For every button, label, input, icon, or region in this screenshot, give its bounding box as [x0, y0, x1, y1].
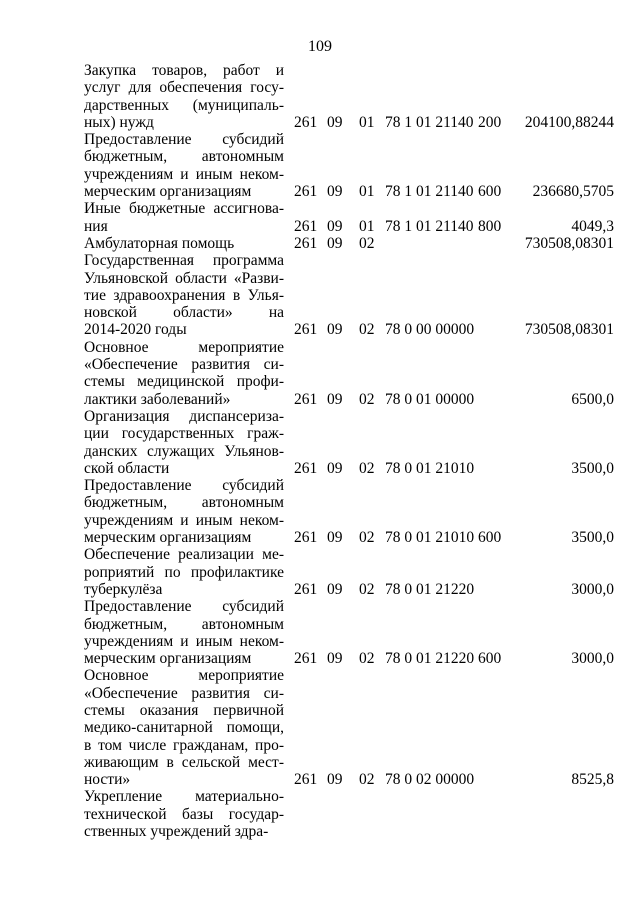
description-line: ственных учреждений здра- [84, 823, 269, 841]
description-line: учреждениям и иным неком- [84, 511, 284, 529]
description-line: данских служащих Ульянов- [84, 442, 284, 460]
description-line: «Обеспечение развития си- [84, 356, 284, 374]
description-line: Укрепление материально- [84, 788, 284, 806]
target-article-code: 78 0 02 00000 [385, 771, 475, 789]
description-line: учреждениям и иным неком- [84, 632, 284, 650]
table-row [0, 235, 640, 252]
description-line: Основное мероприятие [84, 667, 284, 685]
ministry-code: 261 [294, 459, 318, 477]
subsection-code: 01 [359, 113, 375, 131]
description-line: Основное мероприятие [84, 338, 284, 356]
section-code: 09 [327, 459, 343, 477]
ministry-code: 261 [294, 234, 318, 252]
description-line: медико-санитарной помощи, [84, 719, 284, 737]
description-line: мерческим организациям [84, 529, 252, 547]
section-code: 09 [327, 771, 343, 789]
expense-kind-code: 600 [478, 529, 502, 547]
description-line: бюджетным, автономным [84, 494, 284, 512]
ministry-code: 261 [294, 321, 318, 339]
expense-kind-code: 600 [478, 650, 502, 668]
subsection-code: 01 [359, 183, 375, 201]
ministry-code: 261 [294, 390, 318, 408]
description-line: Предоставление субсидий [84, 131, 284, 149]
target-article-code: 78 1 01 21140 [385, 217, 474, 235]
description-line: «Обеспечение развития си- [84, 684, 284, 702]
section-code: 09 [327, 113, 343, 131]
description-line: дарственных (муниципаль- [84, 96, 284, 114]
table-row [0, 667, 640, 788]
description-line: роприятий по профилактике [84, 563, 284, 581]
description-line: бюджетным, автономным [84, 615, 284, 633]
section-code: 09 [327, 183, 343, 201]
table-row [0, 339, 640, 408]
table-row [0, 408, 640, 477]
amount: 3500,0 [571, 529, 614, 547]
subsection-code: 02 [359, 234, 375, 252]
description-line: Иные бюджетные ассигнова- [84, 200, 284, 218]
page-number: 109 [308, 38, 332, 55]
subsection-code: 02 [359, 459, 375, 477]
amount: 6500,0 [571, 390, 614, 408]
section-code: 09 [327, 217, 343, 235]
table-row [0, 546, 640, 598]
description-line: услуг для обеспечения госу- [84, 79, 284, 97]
table-row [0, 598, 640, 667]
table-row [0, 131, 640, 200]
ministry-code: 261 [294, 650, 318, 668]
ministry-code: 261 [294, 771, 318, 789]
row-description [84, 788, 284, 840]
amount: 730508,08301 [524, 321, 614, 339]
ministry-code: 261 [294, 217, 318, 235]
ministry-code: 261 [294, 580, 318, 598]
description-line: Ульяновской области «Разви- [84, 269, 284, 287]
ministry-code: 261 [294, 183, 318, 201]
description-line: мерческим организациям [84, 650, 252, 668]
description-line: живающим в сельской мест- [84, 753, 284, 771]
target-article-code: 78 0 00 00000 [385, 321, 475, 339]
target-article-code: 78 0 01 21220 [385, 580, 475, 598]
target-article-code: 78 0 01 21220 [385, 650, 475, 668]
target-article-code: 78 1 01 21140 [385, 183, 474, 201]
description-line: стемы оказания первичной [84, 701, 284, 719]
expense-kind-code: 600 [478, 183, 502, 201]
target-article-code: 78 0 01 00000 [385, 390, 475, 408]
description-line: ции государственных граж- [84, 425, 284, 443]
description-line: Организация диспансеризa- [84, 407, 284, 425]
amount: 8525,8 [571, 771, 614, 789]
subsection-code: 02 [359, 771, 375, 789]
ministry-code: 261 [294, 529, 318, 547]
table-row [0, 788, 640, 840]
description-line: 2014-2020 годы [84, 321, 187, 339]
amount: 3000,0 [571, 650, 614, 668]
section-code: 09 [327, 650, 343, 668]
expense-kind-code: 800 [478, 217, 502, 235]
section-code: 09 [327, 390, 343, 408]
subsection-code: 01 [359, 217, 375, 235]
description-line: тие здравоохранения в Улья- [84, 286, 284, 304]
description-line: учреждениям и иным неком- [84, 165, 284, 183]
description-line: ния [84, 217, 108, 235]
table-row [0, 62, 640, 131]
description-line: в том числе гражданам, про- [84, 736, 284, 754]
target-article-code: 78 0 01 21010 [385, 459, 475, 477]
description-line: Предоставление субсидий [84, 598, 284, 616]
expense-kind-code: 200 [478, 113, 502, 131]
section-code: 09 [327, 580, 343, 598]
description-line: ности» [84, 771, 131, 789]
description-line: стемы медицинской профи- [84, 373, 284, 391]
description-line: Амбулаторная помощь [84, 234, 235, 252]
description-line: бюджетным, автономным [84, 148, 284, 166]
table-row [0, 252, 640, 338]
section-code: 09 [327, 321, 343, 339]
amount: 204100,88244 [524, 113, 614, 131]
description-line: ской области [84, 459, 170, 477]
ministry-code: 261 [294, 113, 318, 131]
table-row [0, 200, 640, 235]
amount: 4049,3 [571, 217, 614, 235]
description-line: мерческим организациям [84, 183, 252, 201]
subsection-code: 02 [359, 390, 375, 408]
description-line: Предоставление субсидий [84, 477, 284, 495]
amount: 3000,0 [571, 580, 614, 598]
description-line: лактики заболеваний» [84, 390, 231, 408]
section-code: 09 [327, 529, 343, 547]
amount: 730508,08301 [524, 234, 614, 252]
section-code: 09 [327, 234, 343, 252]
description-line: новской области» на [84, 304, 284, 322]
amount: 236680,5705 [532, 183, 614, 201]
amount: 3500,0 [571, 459, 614, 477]
target-article-code: 78 0 01 21010 [385, 529, 475, 547]
subsection-code: 02 [359, 650, 375, 668]
target-article-code: 78 1 01 21140 [385, 113, 474, 131]
subsection-code: 02 [359, 321, 375, 339]
description-line: ных) нужд [84, 113, 154, 131]
description-line: Обеспечение реализации ме- [84, 546, 284, 564]
description-line: Государственная программа [84, 252, 284, 270]
subsection-code: 02 [359, 529, 375, 547]
table-row [0, 477, 640, 546]
budget-table [0, 62, 640, 840]
subsection-code: 02 [359, 580, 375, 598]
description-line: туберкулёза [84, 580, 163, 598]
description-line: технической базы государ- [84, 805, 284, 823]
description-line: Закупка товаров, работ и [84, 62, 284, 79]
